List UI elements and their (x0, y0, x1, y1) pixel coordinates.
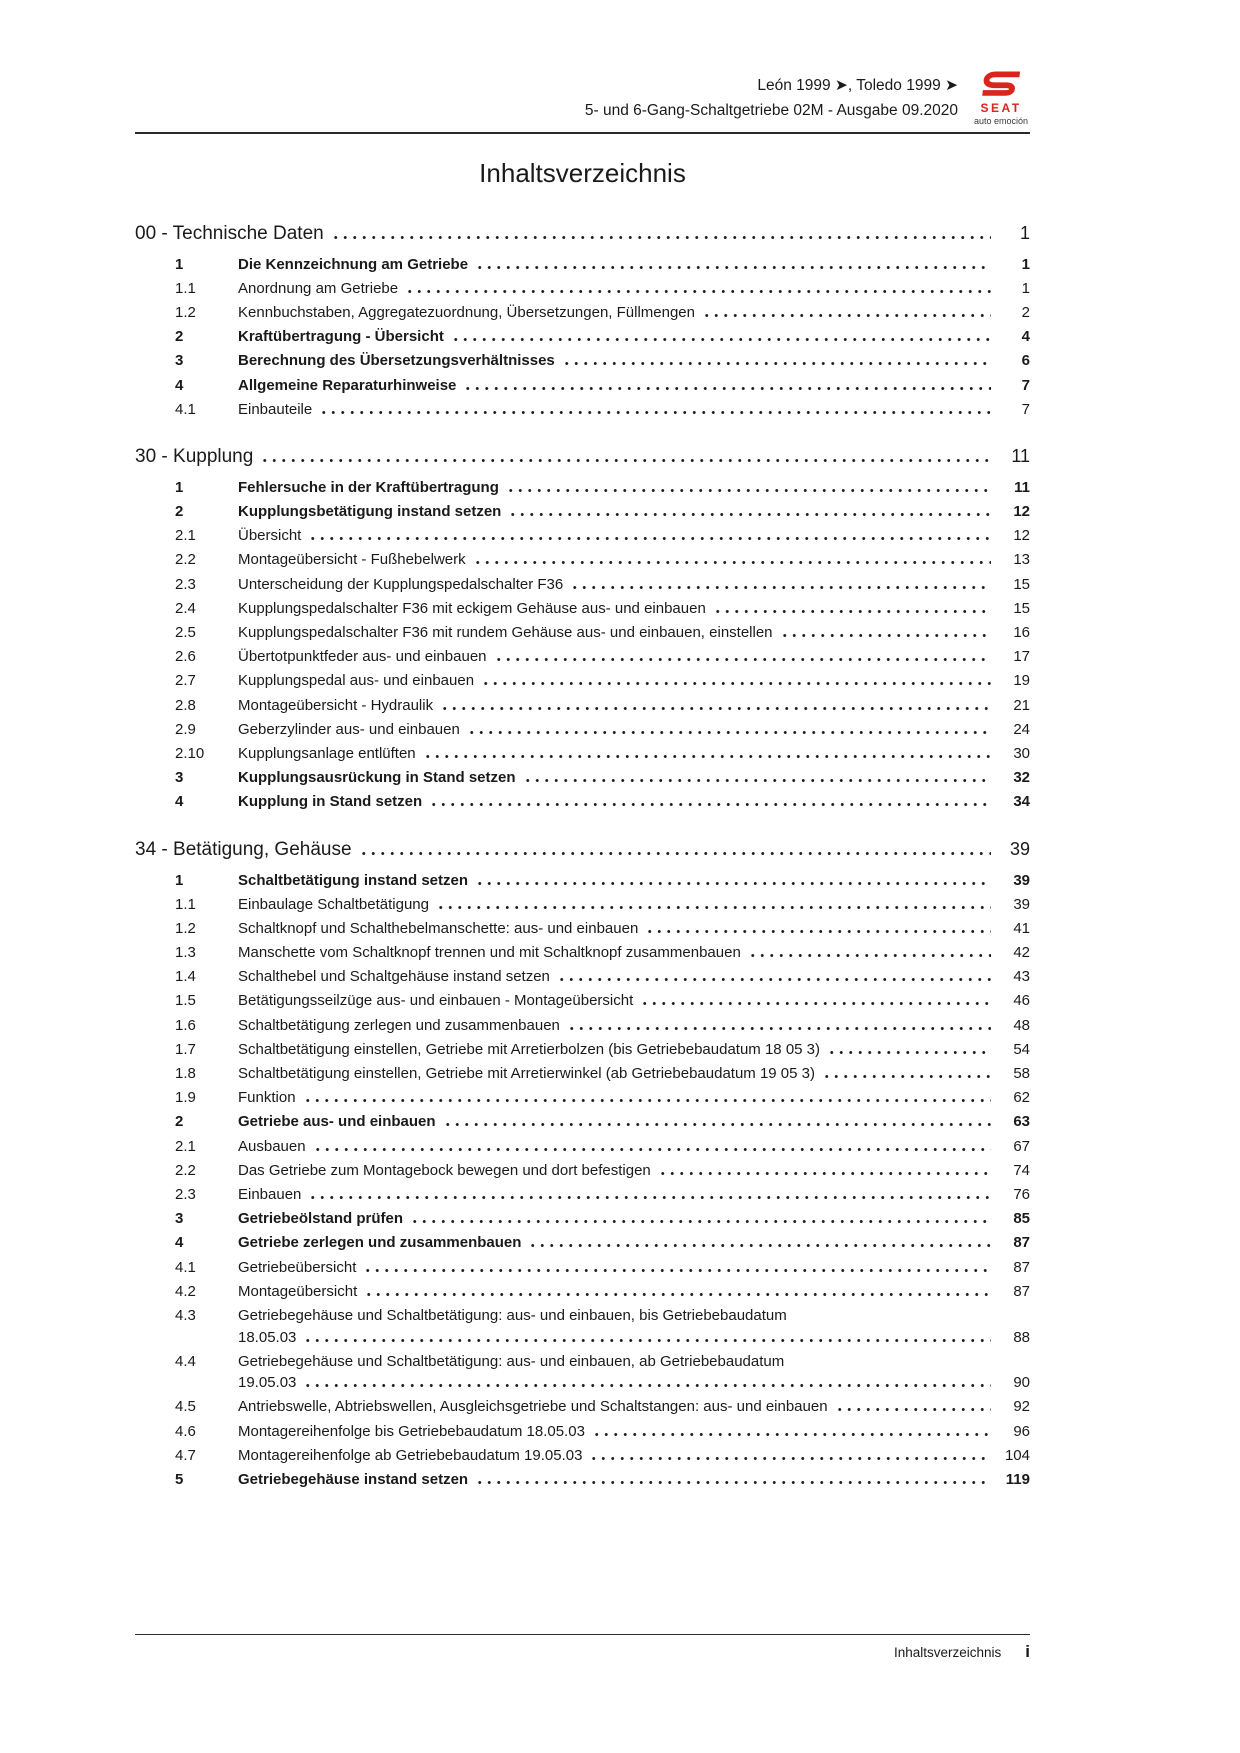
toc-row-continuation (135, 1373, 1030, 1395)
toc-chapter-page: 11 (1011, 446, 1030, 467)
dot-leader (313, 1147, 991, 1152)
toc-row-title: Schaltbetätigung einstellen, Getriebe mit Arretierwinkel (ab Getriebebaudatum 19 05 3) (238, 1065, 815, 1083)
toc-row-page: 24 (1013, 720, 1030, 738)
dot-leader (748, 953, 991, 958)
toc-row-number: 2.10 (175, 744, 205, 762)
toc-row-title: Kennbuchstaben, Aggregatezuordnung, Übersetzungen, Füllmengen (238, 303, 695, 321)
toc-row-page: 39 (1013, 895, 1030, 913)
toc-row-page: 21 (1013, 696, 1030, 714)
toc-row (135, 1086, 1030, 1110)
dot-leader (423, 754, 991, 759)
toc-row-number: 3 (175, 1210, 184, 1228)
toc-row-title: Funktion (238, 1089, 296, 1107)
toc-row-title: Kupplungspedalschalter F36 mit eckigem Gehäuse aus- und einbauen (238, 599, 706, 617)
toc-row-page: 104 (1004, 1446, 1030, 1464)
toc-row (135, 1037, 1030, 1061)
toc-row (135, 1231, 1030, 1255)
dot-leader (658, 1171, 991, 1176)
toc-row-number: 1.4 (175, 968, 196, 986)
toc-row (135, 1255, 1030, 1279)
toc-row-title: Ausbauen (238, 1137, 306, 1155)
dot-leader (780, 633, 991, 638)
toc-row (135, 1013, 1030, 1037)
toc-row-number: 2.2 (175, 551, 196, 569)
toc-row-title: Kupplungsanlage entlüften (238, 744, 416, 762)
toc-row-number: 1 (175, 478, 184, 496)
dot-leader (308, 1195, 991, 1200)
toc-row (135, 766, 1030, 790)
toc-row-title: Kupplungsbetätigung instand setzen (238, 503, 502, 521)
dot-leader (364, 1292, 991, 1297)
toc-row-number: 4 (175, 793, 184, 811)
toc-row-title: Kraftübertragung - Übersicht (238, 328, 444, 346)
toc-row (135, 572, 1030, 596)
toc-row-title: Kupplungsausrückung in Stand setzen (238, 769, 516, 787)
toc-row-page: 87 (1013, 1282, 1030, 1300)
toc-row (135, 1303, 1030, 1327)
document-footer (135, 1634, 1030, 1662)
toc-row-page: 39 (1013, 871, 1030, 889)
toc-row-number: 1.2 (175, 919, 196, 937)
toc-row-number: 4 (175, 376, 184, 394)
toc-row-number: 4.2 (175, 1282, 196, 1300)
toc-row-page: 88 (1013, 1328, 1030, 1346)
dot-leader (303, 1098, 991, 1103)
toc-row (135, 892, 1030, 916)
dot-leader (827, 1050, 991, 1055)
dot-leader (713, 609, 991, 614)
dot-leader (528, 1243, 991, 1248)
toc-row-number: 2 (175, 328, 184, 346)
toc-row-page: 15 (1013, 599, 1030, 617)
toc-row-title: Einbauteile (238, 400, 313, 418)
toc-row-title: Montagereihenfolge bis Getriebebaudatum 18.05.03 (238, 1422, 585, 1440)
toc-row-title-continuation: 18.05.03 (238, 1328, 297, 1346)
toc-row-page: 12 (1013, 527, 1030, 545)
toc-row (135, 916, 1030, 940)
toc-row-page: 17 (1013, 648, 1030, 666)
toc-row-page: 87 (1013, 1234, 1030, 1252)
toc-row-title: Getriebe zerlegen und zusammenbauen (238, 1234, 522, 1252)
toc-row-number: 2.1 (175, 1137, 196, 1155)
toc-row-page: 62 (1013, 1089, 1030, 1107)
toc-row-page: 46 (1013, 992, 1030, 1010)
toc-row (135, 645, 1030, 669)
toc-row-page: 90 (1013, 1374, 1030, 1392)
toc-row (135, 500, 1030, 524)
toc-row-number: 1.3 (175, 944, 196, 962)
toc-row-title: Übersicht (238, 527, 302, 545)
toc-row-number: 1.2 (175, 303, 196, 321)
toc-row (135, 548, 1030, 572)
seat-s-icon (976, 70, 1025, 100)
toc-row-page: 63 (1013, 1113, 1030, 1131)
toc-row (135, 868, 1030, 892)
dot-leader (260, 458, 991, 463)
toc-row-title: Die Kennzeichnung am Getriebe (238, 255, 469, 273)
dot-leader (303, 1338, 991, 1343)
toc-row-title: Manschette vom Schaltknopf trennen und mit Schaltknopf zusammenbauen (238, 944, 741, 962)
toc-row (135, 1110, 1030, 1134)
dot-leader (436, 905, 991, 910)
toc-row-page: 43 (1013, 968, 1030, 986)
dot-leader (589, 1456, 991, 1461)
dot-leader (592, 1432, 991, 1437)
toc-row-page: 85 (1013, 1210, 1030, 1228)
toc-row-page: 15 (1013, 575, 1030, 593)
toc-row (135, 965, 1030, 989)
toc-row (135, 373, 1030, 397)
toc-row-title: Anordnung am Getriebe (238, 279, 399, 297)
toc-row-title: Betätigungsseilzüge aus- und einbauen - Montageübersicht (238, 992, 634, 1010)
toc-row-page: 1 (1021, 279, 1030, 297)
toc-row-title: Fehlersuche in der Kraftübertragung (238, 478, 499, 496)
dot-leader (475, 881, 991, 886)
toc-row-number: 3 (175, 769, 184, 787)
toc-row-number: 1.9 (175, 1089, 196, 1107)
toc-row-number: 2.3 (175, 1185, 196, 1203)
dot-leader (359, 851, 991, 856)
header-edition-line: 5- und 6-Gang-Schaltgetriebe 02M - Ausgabe 09.2020 (584, 102, 958, 119)
dot-leader (481, 681, 991, 686)
toc-row-title: Antriebswelle, Abtriebswellen, Ausgleichsgetriebe und Schaltstangen: aus- und einbauen (238, 1398, 828, 1416)
toc-row (135, 693, 1030, 717)
dot-leader (523, 778, 991, 783)
toc-row-number: 1.1 (175, 279, 196, 297)
toc-chapter (135, 220, 1030, 421)
toc-row-page: 34 (1013, 793, 1030, 811)
toc-row-number: 2.2 (175, 1161, 196, 1179)
toc-row-page: 4 (1021, 328, 1030, 346)
document-header (135, 70, 1030, 126)
toc-row-title: Übertotpunktfeder aus- und einbauen (238, 648, 487, 666)
toc-row-page: 96 (1013, 1422, 1030, 1440)
toc-chapter-heading (135, 836, 1030, 863)
toc-row-title: Getriebeübersicht (238, 1258, 357, 1276)
dot-leader (405, 289, 991, 294)
toc-row-title: Kupplungspedalschalter F36 mit rundem Gehäuse aus- und einbauen, einstellen (238, 624, 773, 642)
toc-row-page: 19 (1013, 672, 1030, 690)
toc-row-page: 32 (1013, 769, 1030, 787)
toc-row-page: 42 (1013, 944, 1030, 962)
toc-row-title: Das Getriebe zum Montagebock bewegen und dort befestigen (238, 1161, 651, 1179)
toc-row-page: 41 (1013, 919, 1030, 937)
toc-row (135, 524, 1030, 548)
toc-row-page: 67 (1013, 1137, 1030, 1155)
toc-row-title: Kupplungspedal aus- und einbauen (238, 672, 475, 690)
toc-row-number: 2.1 (175, 527, 196, 545)
toc-row-continuation (135, 1328, 1030, 1350)
toc-chapter (135, 836, 1030, 1492)
toc-row-number: 1.1 (175, 895, 196, 913)
seat-logo-tagline: auto emoción (973, 116, 1029, 126)
toc-row (135, 1158, 1030, 1182)
toc-row-page: 76 (1013, 1185, 1030, 1203)
toc-row-page: 92 (1013, 1398, 1030, 1416)
dot-leader (443, 1122, 991, 1127)
toc-row-page: 7 (1021, 400, 1030, 418)
toc-row (135, 1061, 1030, 1085)
toc-row-page: 11 (1014, 478, 1030, 496)
header-text (585, 70, 958, 123)
dot-leader (410, 1219, 991, 1224)
toc-chapter-heading (135, 443, 1030, 470)
toc-row (135, 1349, 1030, 1373)
toc-row-title: Getriebegehäuse und Schaltbetätigung: aus- und einbauen, ab Getriebebaudatum (238, 1352, 785, 1370)
toc-row (135, 620, 1030, 644)
toc-row-title: Allgemeine Reparaturhinweise (238, 376, 457, 394)
toc-row-title: Montageübersicht - Hydraulik (238, 696, 434, 714)
dot-leader (645, 929, 991, 934)
toc-row-number: 1 (175, 255, 184, 273)
toc-chapter-page: 39 (1009, 838, 1030, 859)
toc-row (135, 596, 1030, 620)
toc-row (135, 989, 1030, 1013)
toc-row (135, 1279, 1030, 1303)
toc-row-title: Montageübersicht - Fußhebelwerk (238, 551, 466, 569)
toc-row-number: 2.6 (175, 648, 196, 666)
dot-leader (363, 1268, 991, 1273)
toc-row-page: 7 (1021, 376, 1030, 394)
dot-leader (822, 1074, 991, 1079)
toc-row (135, 669, 1030, 693)
toc-row (135, 790, 1030, 814)
toc-row (135, 1467, 1030, 1491)
footer-page-number: i (1025, 1642, 1030, 1661)
toc-row-title: Getriebeölstand prüfen (238, 1210, 404, 1228)
toc-row (135, 1395, 1030, 1419)
dot-leader (429, 802, 991, 807)
toc-row-number: 4.1 (175, 400, 196, 418)
toc-row-number: 3 (175, 352, 184, 370)
toc-row-title-continuation: 19.05.03 (238, 1374, 297, 1392)
toc-row-number: 4.5 (175, 1398, 196, 1416)
toc-row-title: Schaltbetätigung einstellen, Getriebe mit Arretierbolzen (bis Getriebebaudatum 18 05 3) (238, 1040, 821, 1058)
toc-row-number: 2 (175, 1113, 184, 1131)
page-title: Inhaltsverzeichnis (479, 158, 686, 188)
toc-row-page: 87 (1013, 1258, 1030, 1276)
dot-leader (562, 361, 991, 366)
seat-logo (972, 70, 1030, 126)
toc-row-page: 58 (1013, 1065, 1030, 1083)
toc (135, 220, 1030, 1492)
toc-row-page: 74 (1013, 1161, 1030, 1179)
toc-row-page: 30 (1013, 744, 1030, 762)
toc-row (135, 1182, 1030, 1206)
dot-leader (331, 235, 991, 240)
toc-row-page: 16 (1013, 624, 1030, 642)
toc-row-title: Montageübersicht (238, 1282, 358, 1300)
toc-row-title: Montagereihenfolge ab Getriebebaudatum 19.05.03 (238, 1446, 583, 1464)
toc-row-page: 6 (1021, 352, 1030, 370)
toc-row-page: 54 (1013, 1040, 1030, 1058)
dot-leader (451, 337, 991, 342)
toc-row (135, 941, 1030, 965)
toc-chapter-page: 1 (1019, 223, 1030, 243)
toc-row-number: 2 (175, 503, 184, 521)
dot-leader (475, 265, 991, 270)
toc-row-title: Einbaulage Schaltbetätigung (238, 895, 429, 913)
toc-chapter-label: 00 - Technische Daten (135, 223, 324, 244)
toc-row (135, 349, 1030, 373)
dot-leader (308, 536, 991, 541)
toc-chapter (135, 443, 1030, 814)
toc-row-page: 1 (1021, 255, 1030, 273)
toc-row-number: 4.1 (175, 1258, 196, 1276)
toc-row (135, 276, 1030, 300)
toc-row-title: Getriebegehäuse und Schaltbetätigung: aus- und einbauen, bis Getriebebaudatum (238, 1306, 787, 1324)
toc-row (135, 1419, 1030, 1443)
toc-row-title: Berechnung des Übersetzungsverhältnisses (238, 352, 555, 370)
dot-leader (463, 386, 991, 391)
dot-leader (467, 730, 991, 735)
toc-row-title: Kupplung in Stand setzen (238, 793, 423, 811)
toc-row (135, 397, 1030, 421)
toc-row (135, 1207, 1030, 1231)
dot-leader (506, 488, 991, 493)
toc-row-number: 2.9 (175, 720, 196, 738)
toc-row-title: Schaltbetätigung zerlegen und zusammenbauen (238, 1016, 560, 1034)
toc-row-page: 119 (1005, 1471, 1030, 1489)
toc-row-title: Getriebe aus- und einbauen (238, 1113, 436, 1131)
dot-leader (494, 657, 991, 662)
toc-row-number: 1 (175, 871, 184, 889)
seat-logo-text: SEAT (980, 101, 1022, 115)
toc-row (135, 325, 1030, 349)
toc-row-number: 4 (175, 1234, 184, 1252)
dot-leader (567, 1026, 991, 1031)
toc-row-number: 2.4 (175, 599, 196, 617)
toc-row-title: Einbauen (238, 1185, 302, 1203)
toc-row-number: 4.3 (175, 1306, 196, 1324)
toc-chapter-label: 30 - Kupplung (135, 446, 254, 468)
dot-leader (835, 1407, 991, 1412)
dot-leader (319, 410, 991, 415)
toc-row (135, 252, 1030, 276)
toc-row-page: 48 (1013, 1016, 1030, 1034)
toc-row-number: 1.7 (175, 1040, 196, 1058)
toc-row (135, 717, 1030, 741)
toc-row-title: Unterscheidung der Kupplungspedalschalter F36 (238, 575, 564, 593)
toc-row (135, 475, 1030, 499)
dot-leader (557, 977, 991, 982)
toc-row-number: 2.5 (175, 624, 196, 642)
footer-label: Inhaltsverzeichnis (893, 1645, 1002, 1660)
toc-row (135, 1443, 1030, 1467)
toc-row-number: 2.3 (175, 575, 196, 593)
toc-row-page: 2 (1021, 303, 1030, 321)
toc-row-title: Geberzylinder aus- und einbauen (238, 720, 460, 738)
toc-row (135, 741, 1030, 765)
toc-chapter-heading (135, 220, 1030, 247)
toc-row-title: Schaltbetätigung instand setzen (238, 871, 469, 889)
dot-leader (475, 1480, 991, 1485)
dot-leader (440, 706, 991, 711)
dot-leader (702, 313, 991, 318)
toc-row-title: Schaltknopf und Schalthebelmanschette: aus- und einbauen (238, 919, 639, 937)
toc-row-number: 4.7 (175, 1446, 196, 1464)
toc-row-number: 4.4 (175, 1352, 196, 1370)
toc-row (135, 1134, 1030, 1158)
dot-leader (473, 560, 991, 565)
toc-row-number: 1.6 (175, 1016, 196, 1034)
toc-row-title: Getriebegehäuse instand setzen (238, 1471, 469, 1489)
header-rule (135, 132, 1030, 134)
dot-leader (640, 1001, 991, 1006)
toc-chapter-label: 34 - Betätigung, Gehäuse (135, 838, 352, 860)
toc-row-number: 2.8 (175, 696, 196, 714)
header-model-line: León 1999 ➤, Toledo 1999 ➤ (757, 77, 958, 94)
toc-row-number: 2.7 (175, 672, 196, 690)
toc-row (135, 300, 1030, 324)
dot-leader (508, 512, 991, 517)
toc-row-title: Schalthebel und Schaltgehäuse instand setzen (238, 968, 550, 986)
toc-row-page: 12 (1013, 503, 1030, 521)
toc-row-page: 13 (1013, 551, 1030, 569)
dot-leader (303, 1383, 991, 1388)
toc-row-number: 5 (175, 1471, 184, 1489)
toc-row-number: 1.8 (175, 1065, 196, 1083)
dot-leader (570, 585, 991, 590)
toc-row-number: 4.6 (175, 1422, 196, 1440)
toc-row-number: 1.5 (175, 992, 196, 1010)
